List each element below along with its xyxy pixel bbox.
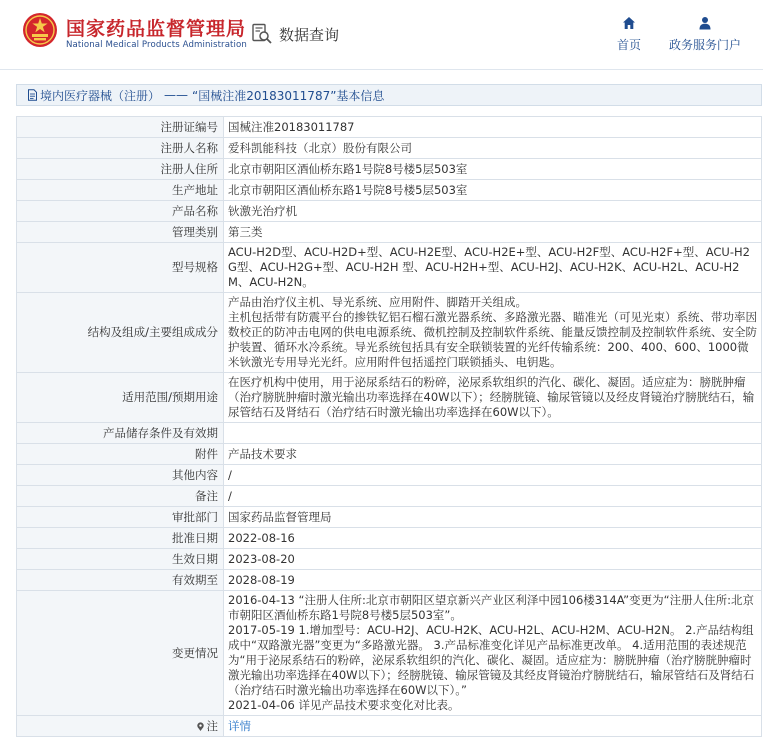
field-label: 其他内容	[17, 465, 224, 486]
field-label: 型号规格	[17, 243, 224, 293]
table-row	[17, 570, 762, 591]
table-row	[17, 159, 762, 180]
field-label: 适用范围/预期用途	[17, 373, 224, 423]
field-label: 管理类别	[17, 222, 224, 243]
field-value: 钬激光治疗机	[224, 201, 762, 222]
breadcrumb-section[interactable]: 境内医疗器械（注册）	[40, 88, 161, 103]
table-row	[17, 507, 762, 528]
field-value: /	[224, 486, 762, 507]
details-cell	[224, 716, 762, 737]
document-search-icon	[251, 23, 273, 45]
data-query-label: 数据查询	[279, 25, 340, 44]
field-value: 北京市朝阳区酒仙桥东路1号院8号楼5层503室	[224, 180, 762, 201]
national-emblem-logo[interactable]	[22, 12, 58, 48]
table-row	[17, 117, 762, 138]
field-value: 产品技术要求	[224, 444, 762, 465]
field-value: 国家药品监督管理局	[224, 507, 762, 528]
table-row	[17, 373, 762, 423]
table-row	[17, 138, 762, 159]
data-query-link[interactable]	[251, 22, 339, 46]
nav-home[interactable]	[612, 16, 646, 56]
site-header	[0, 0, 763, 70]
table-row	[17, 201, 762, 222]
field-value	[224, 423, 762, 444]
table-row	[17, 528, 762, 549]
field-label: 生效日期	[17, 549, 224, 570]
home-icon	[622, 16, 636, 30]
table-row	[17, 444, 762, 465]
field-value: 国械注准20183011787	[224, 117, 762, 138]
table-row	[17, 591, 762, 716]
note-label-cell	[17, 716, 224, 737]
table-row	[17, 465, 762, 486]
field-label: 有效期至	[17, 570, 224, 591]
field-value: 2023-08-20	[224, 549, 762, 570]
details-link[interactable]: 详情	[228, 718, 251, 733]
field-label: 变更情况	[17, 591, 224, 716]
table-row	[17, 222, 762, 243]
field-label: 注册人名称	[17, 138, 224, 159]
field-label: 附件	[17, 444, 224, 465]
location-pin-icon	[196, 722, 205, 731]
note-label: 注	[206, 718, 218, 733]
field-label: 注册人住所	[17, 159, 224, 180]
field-label: 备注	[17, 486, 224, 507]
document-icon	[27, 89, 38, 101]
nav-home-label: 首页	[616, 38, 641, 52]
breadcrumb-separator: ——	[164, 88, 189, 102]
field-value: 产品由治疗仪主机、导光系统、应用附件、脚踏开关组成。 主机包括带有防震平台的掺铁钇铝石榴石激光器系统、多路激光器、瞄准光（可见光束）系统、带功率因数校正的防冲击电网的供电电源系统、微机控制及控制软件系统、能量反馈控制及控制软件系统、安全防护装置、循环水冷系统。导光系统包括具有安全联锁装置的光纤传输系统：200、400、600、1000微米钬激光专用导光光纤。应用附件包括遥控门联锁插头、电钥匙。	[224, 293, 762, 373]
table-row	[17, 486, 762, 507]
field-value: 在医疗机构中使用，用于泌尿系结石的粉碎，泌尿系软组织的汽化、碳化、凝固。适应症为：膀胱肿瘤（治疗膀胱肿瘤时激光输出功率选择在40W以下）；经膀胱镜、输尿管镜以及经皮肾镜治疗膀胱结石，输尿管结石及肾结石（治疗结石时激光输出功率选择在60W以下）。	[224, 373, 762, 423]
table-row	[17, 423, 762, 444]
field-value: 2028-08-19	[224, 570, 762, 591]
field-label: 批准日期	[17, 528, 224, 549]
site-title: 国家药品监督管理局	[66, 18, 247, 40]
field-label: 生产地址	[17, 180, 224, 201]
field-value: 2016-04-13 “注册人住所:北京市朝阳区望京新兴产业区利泽中园106楼314A”变更为“注册人住所:北京市朝阳区酒仙桥东路1号院8号楼5层503室”。 2017-05-19 1.增加型号：ACU-H2J、ACU-H2K、ACU-H2L、ACU-H2M、ACU-H2N。 2.产品结构组成中“双路激光器”变更为“多路激光器。 3.产品标准变化详见产品标准更改单。 4.适用范围的表述规范为“用于泌尿系结石的粉碎，泌尿系软组织的汽化、碳化、凝固。适应症为：膀胱肿瘤（治疗膀胱肿瘤时激光输出功率选择在40W以下）；经膀胱镜、输尿管镜及其经皮肾镜治疗膀胱结石，输尿管结石及肾结石（治疗结石时激光输出功率选择在60W以下）。” 2021-04-06 详见产品技术要求变化对比表。	[224, 591, 762, 716]
field-label: 产品名称	[17, 201, 224, 222]
field-value: 第三类	[224, 222, 762, 243]
field-value: ACU-H2D型、ACU-H2D+型、ACU-H2E型、ACU-H2E+型、ACU-H2F型、ACU-H2F+型、ACU-H2G型、ACU-H2G+型、ACU-H2H 型、ACU-H2H+型、ACU-H2J、ACU-H2K、ACU-H2L、ACU-H2M、ACU-H2N。	[224, 243, 762, 293]
field-value: 2022-08-16	[224, 528, 762, 549]
table-row	[17, 716, 762, 737]
field-label: 产品储存条件及有效期	[17, 423, 224, 444]
field-value: 爱科凯能科技（北京）股份有限公司	[224, 138, 762, 159]
field-value: /	[224, 465, 762, 486]
nav-service-portal[interactable]	[666, 16, 744, 56]
user-icon	[698, 16, 712, 30]
site-subtitle: National Medical Products Administration	[66, 40, 247, 50]
table-row	[17, 243, 762, 293]
table-row	[17, 549, 762, 570]
field-label: 注册证编号	[17, 117, 224, 138]
field-label: 审批部门	[17, 507, 224, 528]
registration-info-table	[16, 116, 762, 737]
nav-service-label: 政务服务门户	[668, 38, 741, 52]
breadcrumb	[16, 84, 762, 106]
field-value: 北京市朝阳区酒仙桥东路1号院8号楼5层503室	[224, 159, 762, 180]
field-label: 结构及组成/主要组成成分	[17, 293, 224, 373]
table-row	[17, 293, 762, 373]
table-row	[17, 180, 762, 201]
breadcrumb-current: “国械注准20183011787”基本信息	[192, 88, 385, 103]
